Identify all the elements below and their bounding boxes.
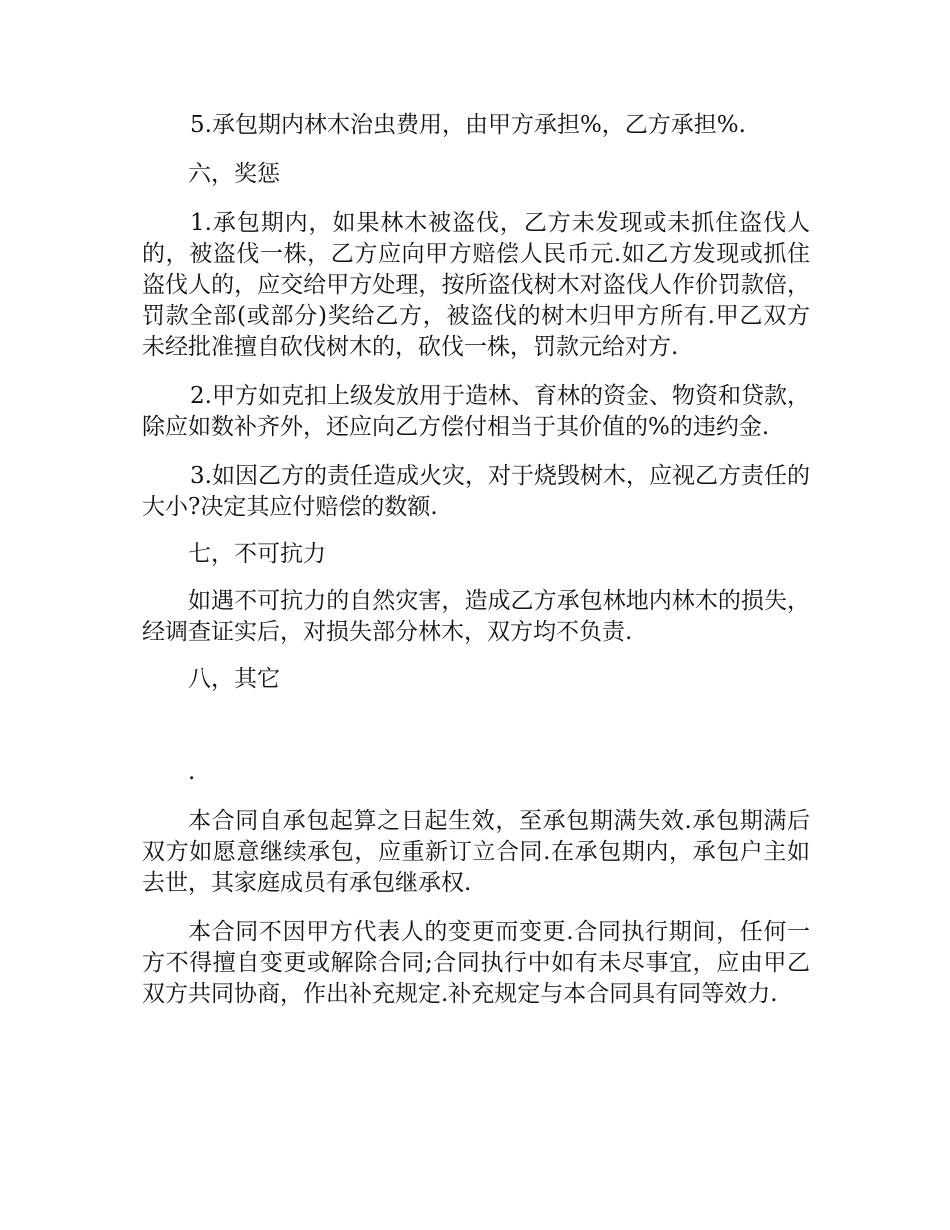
document-page bbox=[142, 110, 810, 1010]
section-heading-force-majeure: 七，不可抗力 bbox=[188, 541, 326, 567]
section-heading-other: 八，其它 bbox=[188, 666, 280, 692]
clause-2-withheld-funds: 2.甲方如克扣上级发放用于造林、育林的资金、物资和贷款，除应如数补齐外，还应向乙方偿付相当于其价值的%的违约金. bbox=[142, 383, 810, 440]
placeholder-dot: . bbox=[188, 759, 196, 785]
clause-1-illegal-logging: 1.承包期内，如果林木被盗伐，乙方未发现或未抓住盗伐人的，被盗伐一株，乙方应向甲方赔偿人民币元.如乙方发现或抓住盗伐人的，应交给甲方处理，按所盗伐树木对盗伐人作价罚款倍，罚款全部(或部分)奖给乙方，被盗伐的树木归甲方所有.甲乙双方未经批准擅自砍伐树木的，砍伐一株，罚款元给对方. bbox=[142, 210, 810, 360]
clause-3-fire-liability: 3.如因乙方的责任造成火灾，对于烧毁树木，应视乙方责任的大小?决定其应付赔偿的数额. bbox=[142, 463, 810, 520]
section-heading-rewards-penalties: 六，奖惩 bbox=[188, 161, 280, 187]
contract-change-text: 本合同不因甲方代表人的变更而变更.合同执行期间，任何一方不得擅自变更或解除合同;合同执行中如有未尽事宜，应由甲乙双方共同协商，作出补充规定.补充规定与本合同具有同等效力. bbox=[142, 919, 810, 1007]
effective-date-text: 本合同自承包起算之日起生效，至承包期满失效.承包期满后双方如愿意继续承包，应重新订立合同.在承包期内，承包户主如去世，其家庭成员有承包继承权. bbox=[142, 808, 810, 896]
force-majeure-text: 如遇不可抗力的自然灾害，造成乙方承包林地内林木的损失，经调查证实后，对损失部分林木，双方均不负责. bbox=[142, 588, 810, 645]
clause-5-pest-control: 5.承包期内林木治虫费用，由甲方承担%，乙方承担%. bbox=[190, 112, 746, 138]
